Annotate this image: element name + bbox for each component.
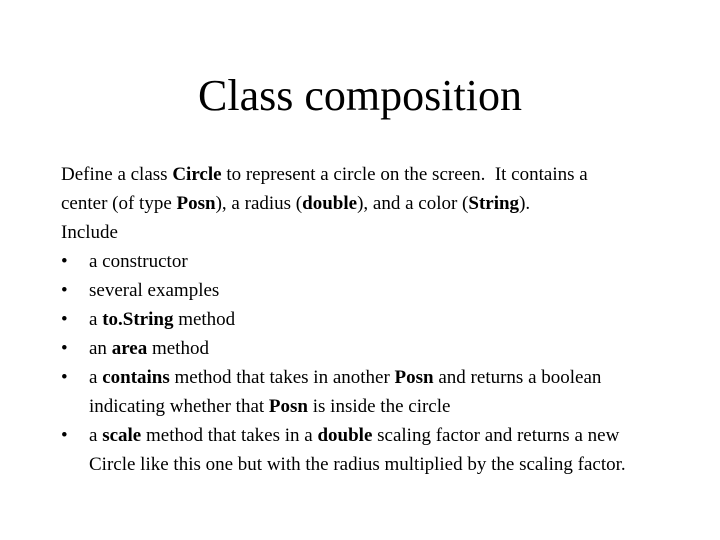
text-run: method xyxy=(147,338,209,359)
bullet-line xyxy=(89,334,701,363)
text-run: to represent a circle on the screen. It contains a xyxy=(221,164,588,185)
bold-term: double xyxy=(317,425,373,446)
bullet-mark: • xyxy=(61,309,68,330)
bullet-line xyxy=(89,247,701,276)
slide-body xyxy=(61,160,701,479)
bold-term: String xyxy=(468,193,520,214)
bullet-line xyxy=(89,363,701,392)
bullet-item xyxy=(61,363,701,421)
bullet-mark: • xyxy=(61,425,68,446)
text-run: ), and a color ( xyxy=(357,193,469,214)
intro-line-1 xyxy=(61,160,701,189)
text-run: a xyxy=(89,425,103,446)
slide-title: Class composition xyxy=(198,71,522,120)
bullet-mark: • xyxy=(61,280,68,301)
bold-term: contains xyxy=(102,367,170,388)
bullet-item xyxy=(61,421,701,479)
bullet-item xyxy=(61,305,701,334)
intro-line-2 xyxy=(61,189,701,218)
text-run: Circle like this one but with the radius multiplied by the scaling factor. xyxy=(89,454,626,475)
include-label: Include xyxy=(61,222,118,243)
bullet-line xyxy=(89,450,701,479)
bullet-line xyxy=(89,421,701,450)
bullet-line xyxy=(89,392,701,421)
text-run: Define a class xyxy=(61,164,173,185)
bold-term: to.String xyxy=(102,309,174,330)
bold-term: double xyxy=(302,193,358,214)
bullet-line xyxy=(89,276,701,305)
bullet-list xyxy=(61,247,701,479)
bullet-item xyxy=(61,247,701,276)
text-run: is inside the circle xyxy=(308,396,451,417)
bullet-mark: • xyxy=(61,338,68,359)
text-run: a xyxy=(89,309,103,330)
bold-term: area xyxy=(111,338,148,359)
intro-paragraph xyxy=(61,160,701,218)
bullet-mark: • xyxy=(61,367,68,388)
text-run: method that takes in a xyxy=(141,425,318,446)
bold-term: Posn xyxy=(176,193,216,214)
bold-term: scale xyxy=(102,425,142,446)
text-run: method xyxy=(173,309,236,330)
bullet-item xyxy=(61,276,701,305)
bullet-item xyxy=(61,334,701,363)
bold-term: Circle xyxy=(172,164,222,185)
text-run: indicating whether that xyxy=(89,396,269,417)
text-run: center (of type xyxy=(61,193,177,214)
text-run: scaling factor and returns a new xyxy=(372,425,620,446)
bullet-mark: • xyxy=(61,251,68,272)
text-run: ). xyxy=(519,193,531,214)
text-run: ), a radius ( xyxy=(215,193,303,214)
text-run: method that takes in another xyxy=(169,367,395,388)
bold-term: Posn xyxy=(394,367,434,388)
text-run: and returns a boolean xyxy=(433,367,602,388)
text-run: a constructor xyxy=(89,251,188,272)
bold-term: Posn xyxy=(268,396,308,417)
text-run: several examples xyxy=(89,280,220,301)
text-run: an xyxy=(89,338,112,359)
text-run: a xyxy=(89,367,103,388)
bullet-line xyxy=(89,305,701,334)
